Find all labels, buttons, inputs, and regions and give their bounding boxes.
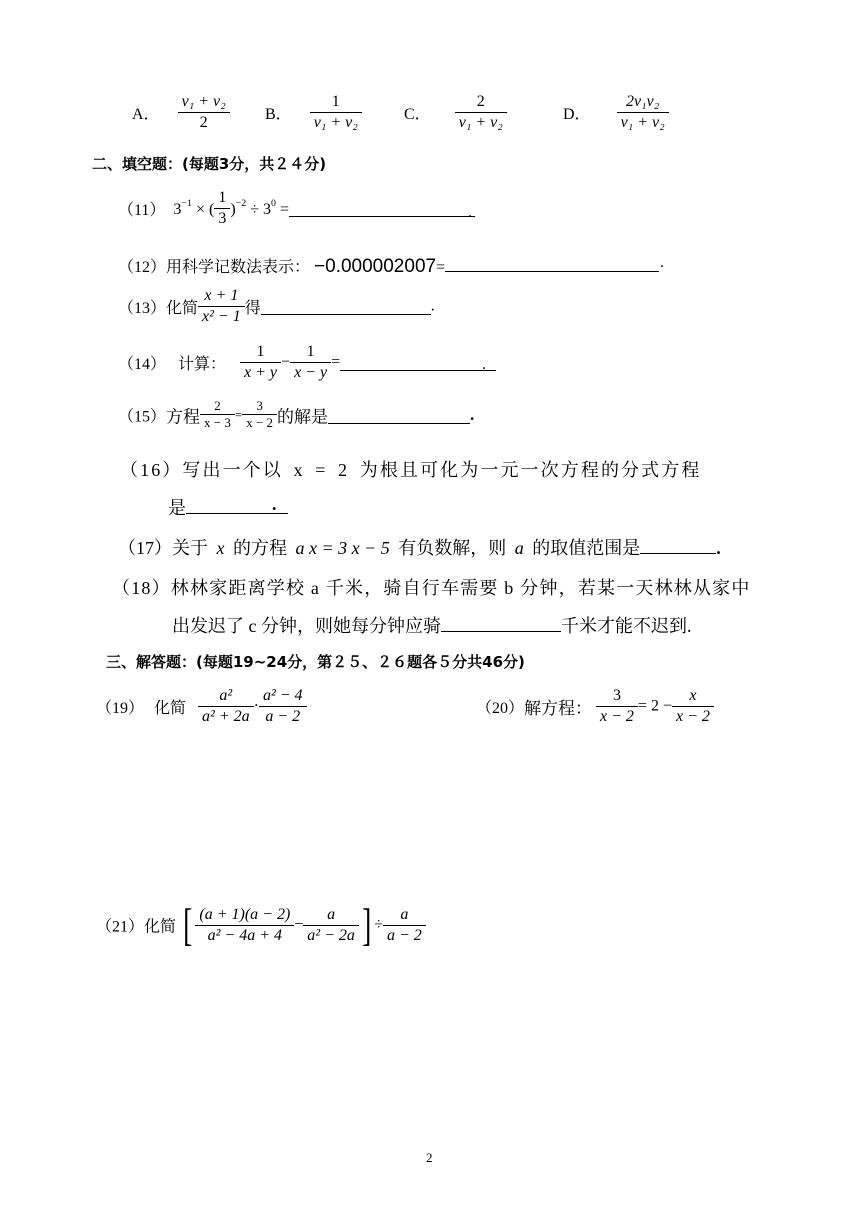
q20-fraction-2 <box>672 686 714 727</box>
q11-rest: ÷ 3 <box>246 201 271 218</box>
q21-fraction-1 <box>195 905 294 946</box>
q21-f3-num: a <box>383 905 426 926</box>
q16-line2-text: 是 <box>168 498 186 518</box>
q21-left-bracket: [ <box>183 899 193 950</box>
option-b-fraction <box>310 92 362 133</box>
q15-after: 的解是 <box>277 407 329 427</box>
q21-right-bracket: ] <box>361 899 372 950</box>
q14-f1-num: 1 <box>240 342 281 363</box>
q15-fraction-1 <box>200 398 235 432</box>
option-a-numerator: v₁ + v₂ <box>178 92 230 113</box>
q15-f1-den: x − 3 <box>204 415 231 431</box>
q14-fraction-2 <box>290 342 331 383</box>
q20-number: （20） <box>476 700 525 717</box>
q20-f1-den: x − 2 <box>600 708 634 725</box>
q14-minus: − <box>281 353 291 371</box>
q14-number: （14） <box>118 356 167 373</box>
q14-fraction-1 <box>240 342 281 383</box>
q11-fraction <box>214 188 230 229</box>
question-20 <box>476 686 714 727</box>
q13-answer-blank[interactable] <box>261 313 431 315</box>
q21-fraction-3 <box>383 905 426 946</box>
q13-period: . <box>430 297 435 315</box>
q11-times: × ( <box>191 201 215 218</box>
q14-period: . <box>482 356 486 373</box>
q20-text: 解方程： <box>524 699 593 718</box>
q19-text: 化简 <box>154 700 187 717</box>
q15-fraction-2 <box>242 398 277 432</box>
option-b-denominator: v₁ + v₂ <box>313 114 358 131</box>
q17-text-b: 的方程 <box>233 538 287 558</box>
q13-after: 得 <box>244 300 261 317</box>
section-3-heading: 三、解答题：(每题19~24分，第２５、２６题各５分共46分) <box>106 653 525 671</box>
q11-paren-exponent: −2 <box>235 198 247 209</box>
q20-f1-num: 3 <box>596 686 638 707</box>
q21-divide: ÷ <box>374 916 383 933</box>
q19-f1-den: a² + 2a <box>202 708 250 725</box>
q12-answer-blank[interactable] <box>445 270 659 272</box>
option-c-label: C． <box>404 106 431 123</box>
question-15 <box>118 398 474 432</box>
q11-exponent: −1 <box>181 198 192 209</box>
q18-answer-blank[interactable] <box>441 630 561 632</box>
q17-period: . <box>716 538 721 558</box>
option-d-denominator: v₁ + v₂ <box>620 114 665 131</box>
q19-f2-den: a − 2 <box>265 708 301 725</box>
question-16-line-2 <box>168 494 288 520</box>
q11-frac-num: 1 <box>214 188 230 209</box>
option-a-label: A． <box>132 106 160 123</box>
q21-fraction-2 <box>303 905 359 946</box>
option-c-fraction <box>455 92 507 133</box>
q14-f1-den: x + y <box>244 364 278 381</box>
q15-answer-blank[interactable] <box>328 422 470 424</box>
option-b <box>265 92 362 133</box>
question-12 <box>118 254 659 278</box>
q17-var-x: x <box>216 538 225 558</box>
q21-f1-num: (a + 1)(a − 2) <box>195 905 294 926</box>
q21-f1-den: a² − 4a + 4 <box>207 926 282 944</box>
q12-equals: = <box>436 259 446 276</box>
q21-number: （21） <box>96 918 145 936</box>
option-d-label: D． <box>563 106 591 123</box>
q14-f2-den: x − y <box>294 364 328 381</box>
q19-fraction-2 <box>259 686 307 727</box>
option-c-denominator: v₁ + v₂ <box>458 114 503 131</box>
option-d-numerator: 2v₁v₂ <box>617 92 669 113</box>
q17-var-a: a <box>514 538 524 558</box>
q17-text-c: 有负数解，则 <box>398 538 507 558</box>
q21-text: 化简 <box>144 918 177 936</box>
q19-dot: · <box>253 697 259 715</box>
option-b-label: B． <box>265 106 292 123</box>
option-c <box>404 92 507 133</box>
q19-f2-num: a² − 4 <box>259 686 307 707</box>
question-19 <box>96 686 307 727</box>
page-number: 2 <box>426 1150 433 1165</box>
q19-number: （19） <box>96 700 145 717</box>
q15-equals: = <box>234 406 243 422</box>
q15-text: 方程 <box>166 407 201 427</box>
q12-value: −0.000002007 <box>314 256 437 277</box>
option-a-denominator: 2 <box>199 114 208 131</box>
q15-f1-num: 2 <box>200 398 235 415</box>
q17-answer-blank[interactable] <box>640 552 716 554</box>
q13-frac-den: x² − 1 <box>202 308 241 325</box>
option-a <box>132 92 230 133</box>
q15-period: . <box>470 404 475 424</box>
q21-minus: − <box>294 916 304 933</box>
q11-period: . <box>468 204 472 221</box>
q18-line2-text-a: 出发迟了 c 分钟，则她每分钟应骑 <box>172 616 441 636</box>
q21-f3-den: a − 2 <box>387 926 422 944</box>
option-d <box>563 92 669 133</box>
q20-fraction-1 <box>596 686 638 727</box>
q12-number: （12） <box>118 259 167 276</box>
q11-base: 3 <box>173 201 182 218</box>
q11-equals: = <box>275 201 289 218</box>
question-17 <box>118 534 721 560</box>
q17-equation: a x = 3 x − 5 <box>295 538 390 558</box>
q21-f2-den: a² − 2a <box>307 926 355 944</box>
q14-f2-num: 1 <box>290 342 331 363</box>
q21-f2-num: a <box>303 905 359 926</box>
q14-equals: = <box>331 353 341 371</box>
q19-fraction-1 <box>198 686 254 727</box>
q13-fraction <box>198 286 245 327</box>
q20-f2-den: x − 2 <box>675 708 710 725</box>
q18-line2-text-b: 千米才能不迟到. <box>561 616 692 636</box>
question-13 <box>118 286 435 327</box>
q11-answer-blank[interactable] <box>289 215 475 217</box>
q17-text-a: （17）关于 <box>118 538 208 558</box>
question-18-line-1: （18）林林家距离学校 a 千米，骑自行车需要 b 分钟，若某一天林林从家中 <box>112 578 751 598</box>
question-11: （11） $3^{-1}$ × ( $\frac{1}{3}$ )$^{-2} \div 3^0$ = <box>118 188 475 229</box>
q11-frac-den: 3 <box>218 210 227 227</box>
q15-f2-num: 3 <box>242 398 277 415</box>
q16-period: . <box>272 494 277 514</box>
q15-f2-den: x − 2 <box>246 415 274 431</box>
question-18-line-2 <box>172 612 692 638</box>
q13-frac-num: x + 1 <box>198 286 245 307</box>
q13-number: （13） <box>118 300 167 317</box>
q14-text: 计算： <box>178 356 227 373</box>
section-2-heading: 二、填空题：(每题3分，共２４分) <box>92 155 327 173</box>
option-d-fraction <box>617 92 669 133</box>
option-b-numerator: 1 <box>310 92 362 113</box>
question-21 <box>96 899 426 950</box>
q11-number: （11） <box>118 202 166 219</box>
q12-period: . <box>660 254 664 271</box>
q14-answer-blank[interactable] <box>340 369 496 371</box>
q19-f1-num: a² <box>198 686 254 707</box>
q11-rest-exponent: 0 <box>270 198 276 209</box>
question-14 <box>118 342 496 383</box>
q13-text: 化简 <box>166 300 199 317</box>
question-16-line-1: （16）写出一个以 x = 2 为根且可化为一元一次方程的分式方程 <box>120 460 702 480</box>
q12-text: 用科学记数法表示： <box>166 259 311 276</box>
option-a-fraction <box>178 92 230 133</box>
q17-text-d: 的取值范围是 <box>532 538 641 558</box>
option-c-numerator: 2 <box>455 92 507 113</box>
q15-number: （15） <box>118 408 167 426</box>
q20-f2-num: x <box>672 686 714 707</box>
q20-equals: = 2 − <box>637 697 672 715</box>
